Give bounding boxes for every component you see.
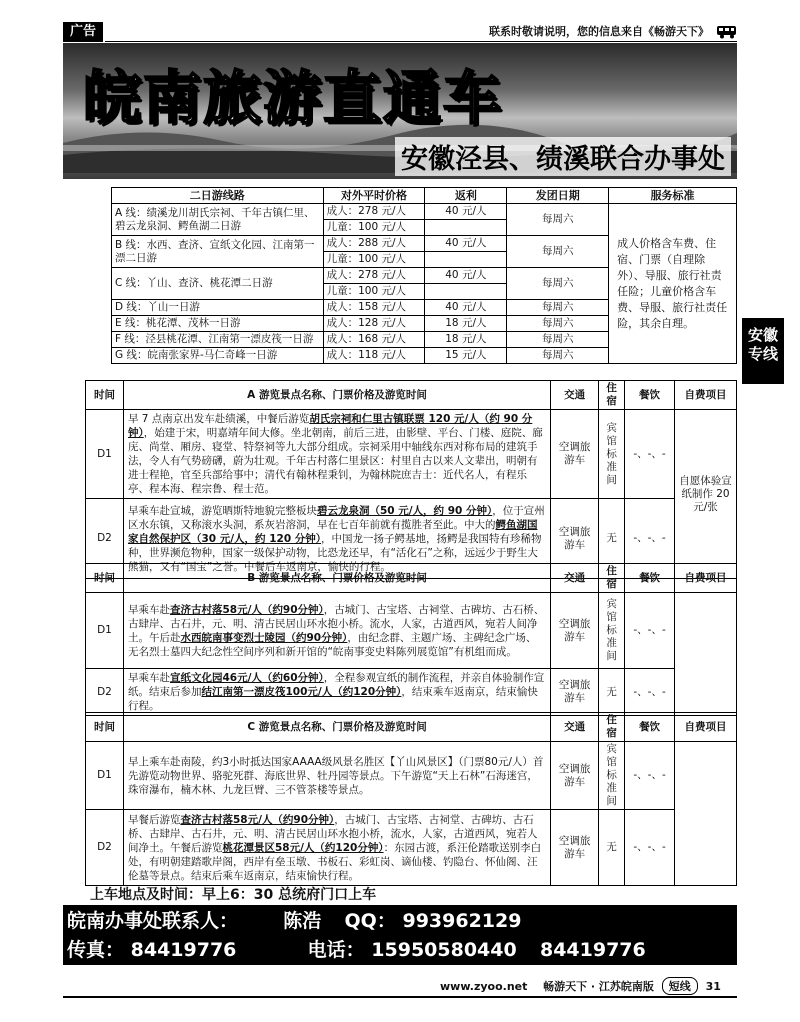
day-description bbox=[123, 742, 550, 810]
date: 每周六 bbox=[507, 316, 609, 332]
stay: 无 bbox=[599, 810, 625, 886]
route-cell: C 线：丫山、查济、桃花潭二日游 bbox=[112, 268, 324, 300]
boarding-info: 上车地点及时间：早上6：30 总统府门口上车 bbox=[90, 887, 377, 903]
header-service: 服务标准 bbox=[609, 188, 737, 204]
date: 每周六 bbox=[507, 348, 609, 364]
page-number: 31 bbox=[705, 980, 721, 993]
qq-number: 993962129 bbox=[402, 910, 522, 932]
highlight: 水西皖南事变烈士陵园（约90分钟） bbox=[180, 631, 348, 644]
price-table bbox=[111, 187, 737, 364]
highlight: 鳄鱼湖国家自然保护区（30 元/人，约 120 分钟） bbox=[127, 518, 538, 545]
contact-person: 陈浩 bbox=[283, 910, 322, 932]
desc-text: ，始建于宋，明嘉靖年间大修。坐北朝南，前后三进，由影壁、平台、门楼、庭院、廊庑、尚堂、厢房、寝堂、特祭祠等九大部分组成。宗祠采用中轴线东西对称布局的建筑手法，令人有气势磅礴，蔚为壮观。千年古村落仁里景区：村里自古以来人文辈出，明朝有进士程艳，官至兵部给事中；清代有翰林程秉钊，为翰林院庶吉士：近代名人，有程乐亭、程本海、程宗鲁、程士范。 bbox=[127, 427, 543, 495]
rebate: 40 元/人 bbox=[425, 300, 507, 316]
stay: 无 bbox=[599, 669, 625, 716]
highlight: 查济古村落58元/人（约90分钟） bbox=[169, 603, 324, 616]
adult-price: 成人：158 元/人 bbox=[323, 300, 425, 316]
header-meal: 餐饮 bbox=[625, 564, 675, 593]
table-row bbox=[112, 204, 737, 220]
header-date: 发团日期 bbox=[507, 188, 609, 204]
fax-label: 传真： bbox=[67, 939, 125, 961]
rebate: 40 元/人 bbox=[425, 236, 507, 252]
route-cell: B 线：水西、查济、宣纸文化园、江南第一漂二日游 bbox=[112, 236, 324, 268]
footer bbox=[440, 977, 721, 995]
section-title: C 游览景点名称、门票价格及游览时间 bbox=[123, 713, 550, 742]
header-stay: 住宿 bbox=[599, 564, 625, 593]
day-label: D1 bbox=[86, 593, 124, 669]
desc-text: 早乘车赴 bbox=[127, 672, 170, 684]
highlight: 结江南第一漂皮筏100元/人（约120分钟） bbox=[201, 686, 402, 698]
header-self: 自费项目 bbox=[675, 381, 737, 410]
meal: -、-、- bbox=[625, 669, 675, 716]
contact-panel bbox=[63, 905, 737, 965]
section-title: B 游览景点名称、门票价格及游览时间 bbox=[123, 564, 550, 593]
desc-text: 早乘车赴宣城，游览晒斯特地貌完整板块 bbox=[127, 504, 317, 517]
transport: 空调旅游车 bbox=[551, 593, 599, 669]
office-label: 皖南办事处联系人： bbox=[67, 910, 239, 932]
transport: 空调旅游车 bbox=[551, 410, 599, 499]
header-time: 时间 bbox=[86, 564, 124, 593]
header-meal: 餐饮 bbox=[625, 713, 675, 742]
header-price: 对外平时价格 bbox=[323, 188, 425, 204]
source-note: 联系时敬请说明，您的信息来自《畅游天下》 bbox=[105, 22, 737, 42]
header-transport: 交通 bbox=[551, 381, 599, 410]
route-cell: G 线：皖南张家界-马仁奇峰一日游 bbox=[112, 348, 324, 364]
desc-text: ，古城门、古宝塔、古祠堂、古碑坊、古石桥、古肆岸、古石井，元、明、清古民居山环水抱小桥。流水，人家，古道西风，宛若人间净土。午后赴 bbox=[127, 603, 545, 644]
footer-divider bbox=[63, 996, 737, 998]
rebate: 40 元/人 bbox=[425, 268, 507, 284]
desc-text: ，位于宣州区水东镇，又称滚水头洞，系灰岩溶洞，早在七百年前就有揽胜者至此。中大的 bbox=[127, 504, 545, 531]
meal: -、-、- bbox=[625, 593, 675, 669]
highlight: 胡氏宗祠和仁里古镇联票 120 元/人（约 90 分钟） bbox=[127, 413, 533, 439]
day-label: D2 bbox=[86, 499, 124, 579]
child-price: 儿童：100 元/人 bbox=[323, 252, 425, 268]
phone-mobile: 15950580440 bbox=[371, 939, 517, 961]
route-cell: E 线：桃花潭、茂林一日游 bbox=[112, 316, 324, 332]
header-transport: 交通 bbox=[551, 564, 599, 593]
side-tab-line2: 专线 bbox=[747, 345, 778, 363]
highlight: 宣纸文化园46元/人（约60分钟） bbox=[169, 672, 324, 684]
desc-text: 早 7 点南京出发车赴绩溪，中餐后游览 bbox=[127, 413, 310, 425]
route-cell: A 线：绩溪龙川胡氏宗祠、千年古镇仁里、碧云龙泉洞、鳄鱼湖二日游 bbox=[112, 204, 324, 236]
meal: -、-、- bbox=[625, 410, 675, 499]
route-cell: F 线：泾县桃花潭、江南第一漂皮筏一日游 bbox=[112, 332, 324, 348]
date: 每周六 bbox=[507, 268, 609, 300]
ad-tag: 广告 bbox=[63, 22, 103, 42]
day-description bbox=[123, 810, 550, 886]
price-table-header bbox=[112, 188, 737, 204]
highlight: 碧云龙泉洞（50 元/人，约 90 分钟） bbox=[316, 504, 493, 517]
header-time: 时间 bbox=[86, 713, 124, 742]
adult-price: 成人：128 元/人 bbox=[323, 316, 425, 332]
rebate: 15 元/人 bbox=[425, 348, 507, 364]
meal: -、-、- bbox=[625, 810, 675, 886]
desc-text: ，古城门、古宝塔、古祠堂、古碑坊、古石桥、古肆岸、古石井，元、明、清古民居山环水抱小桥，流水，人家，古道西风，宛若人间净土。午餐后游览 bbox=[127, 813, 538, 854]
header-meal: 餐饮 bbox=[625, 381, 675, 410]
footer-publication: 畅游天下 · 江苏皖南版 bbox=[543, 980, 654, 993]
desc-text: ，中国龙一扬子鳄基地，扬鳄是我国特有珍稀物种，世界濒危物种，国家一级保护动物，比恐龙还早，有“活化石”之称，远远少于野生大熊猫，又有“国宝”之誉。中餐后车返南京，愉快的行程。 bbox=[127, 532, 542, 573]
desc-text: ，由纪念群、主题广场、主碑纪念广场、无名烈士墓四大纪念性空间序列和新开馆的“皖南事变史料陈列展览馆”有机组而成。 bbox=[127, 631, 537, 658]
desc-text: 早餐后游览 bbox=[127, 813, 181, 826]
header-transport: 交通 bbox=[551, 713, 599, 742]
child-price: 儿童：100 元/人 bbox=[323, 220, 425, 236]
day-description bbox=[123, 410, 550, 499]
itinerary-a bbox=[85, 380, 737, 579]
fax-number: 84419776 bbox=[130, 939, 237, 961]
date: 每周六 bbox=[507, 204, 609, 236]
header-stay: 住宿 bbox=[599, 713, 625, 742]
header-route: 二日游线路 bbox=[112, 188, 324, 204]
itinerary-c bbox=[85, 712, 737, 886]
self-paid bbox=[675, 742, 737, 886]
date: 每周六 bbox=[507, 300, 609, 316]
desc-text: 早乘车赴 bbox=[127, 603, 170, 616]
desc-text: ：东园古渡，系汪伦踏歌送别李白处，有明朝建踏歌岸阁，西岸有垒玉墩、书板石、彩虹岗、谪仙楼、钓隐台、怀仙阁、汪伦墓等景点。结束后乘车返南京，结束愉快行程。 bbox=[127, 841, 542, 882]
rebate: 40 元/人 bbox=[425, 204, 507, 220]
itinerary-b bbox=[85, 563, 737, 716]
self-paid bbox=[675, 593, 737, 716]
service-standard: 成人价格含车费、住宿、门票（自理除外）、导服、旅行社责任险；儿童价格含车费、导服、旅行社责任险，其余自理。 bbox=[609, 204, 737, 364]
header-self: 自费项目 bbox=[675, 713, 737, 742]
rebate: 18 元/人 bbox=[425, 316, 507, 332]
day-label: D1 bbox=[86, 410, 124, 499]
side-tab-line1: 安徽 bbox=[747, 326, 778, 344]
date: 每周六 bbox=[507, 236, 609, 268]
qq-label: QQ： bbox=[344, 910, 396, 932]
adult-price: 成人：168 元/人 bbox=[323, 332, 425, 348]
transport: 空调旅游车 bbox=[551, 669, 599, 716]
date: 每周六 bbox=[507, 332, 609, 348]
stay: 无 bbox=[599, 499, 625, 579]
day-label: D2 bbox=[86, 669, 124, 716]
header-rebate: 返利 bbox=[425, 188, 507, 204]
day-description bbox=[123, 669, 550, 716]
section-title: A 游览景点名称、门票价格及游览时间 bbox=[123, 381, 550, 410]
stay: 宾馆标准间 bbox=[599, 410, 625, 499]
footer-section: 短线 bbox=[662, 977, 698, 995]
child-price: 儿童：100 元/人 bbox=[323, 284, 425, 300]
stay: 宾馆标准间 bbox=[599, 593, 625, 669]
header-stay: 住宿 bbox=[599, 381, 625, 410]
self-paid: 自愿体验宣纸制作 20 元/张 bbox=[675, 410, 737, 579]
side-tab bbox=[742, 318, 784, 384]
bus-icon bbox=[716, 25, 738, 39]
day-label: D1 bbox=[86, 742, 124, 810]
highlight: 桃花潭景区58元/人（约120分钟） bbox=[222, 841, 384, 854]
adult-price: 成人：288 元/人 bbox=[323, 236, 425, 252]
meal: -、-、- bbox=[625, 742, 675, 810]
page-title: 皖南旅游直通车 bbox=[83, 64, 504, 132]
desc-text: ，全程参观宣纸的制作流程，并亲自体验制作宣纸。结束后参加 bbox=[127, 672, 545, 698]
transport: 空调旅游车 bbox=[551, 810, 599, 886]
banner bbox=[63, 43, 737, 179]
transport: 空调旅游车 bbox=[551, 742, 599, 810]
day-description bbox=[123, 593, 550, 669]
page-subtitle: 安徽泾县、绩溪联合办事处 bbox=[395, 137, 731, 176]
rebate: 18 元/人 bbox=[425, 332, 507, 348]
stay: 宾馆标准间 bbox=[599, 742, 625, 810]
adult-price: 成人：278 元/人 bbox=[323, 204, 425, 220]
phone-landline: 84419776 bbox=[539, 939, 646, 961]
header-self: 自费项目 bbox=[675, 564, 737, 593]
day-label: D2 bbox=[86, 810, 124, 886]
transport: 空调旅游车 bbox=[551, 499, 599, 579]
meal: -、-、- bbox=[625, 499, 675, 579]
phone-label: 电话： bbox=[307, 939, 365, 961]
desc-text: 早上乘车赴南陵，约3小时抵达国家AAAA级风景名胜区【丫山风景区】（门票80元/人）首先游览动物世界、骆驼死群、海底世界、牡丹园等景点。下午游览“天上石林”石海迷宫，珠帘瀑布，楠木林、九龙巨臂、三不管茶楼等景点。 bbox=[127, 755, 544, 796]
route-cell: D 线：丫山一日游 bbox=[112, 300, 324, 316]
adult-price: 成人：118 元/人 bbox=[323, 348, 425, 364]
footer-site[interactable]: www.zyoo.net bbox=[440, 980, 528, 993]
adult-price: 成人：278 元/人 bbox=[323, 268, 425, 284]
highlight: 查济古村落58元/人（约90分钟） bbox=[180, 813, 335, 826]
desc-text: ，结束乘车返南京，结束愉快行程。 bbox=[127, 686, 538, 712]
header-time: 时间 bbox=[86, 381, 124, 410]
